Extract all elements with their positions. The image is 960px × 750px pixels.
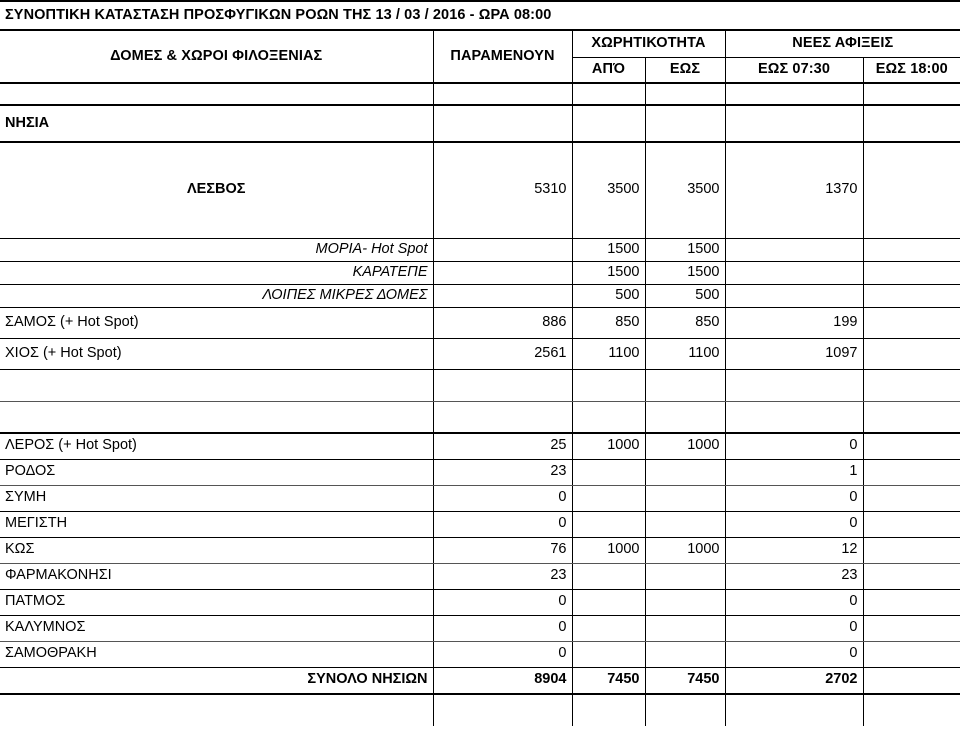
row-capfrom-kos: 1000 <box>572 537 645 563</box>
table-row <box>0 563 960 589</box>
empty-cell-remaining-2 <box>433 401 572 433</box>
row-label-patmos: ΠΑΤΜΟΣ <box>0 589 433 615</box>
empty-cell-arr0730-2 <box>725 401 863 433</box>
row-label-samos: ΣΑΜΟΣ (+ Hot Spot) <box>0 307 433 338</box>
row-arr1800-samos <box>863 307 960 338</box>
row-label-symi: ΣΥΜΗ <box>0 485 433 511</box>
region-capfrom <box>572 105 645 142</box>
row-arr1800-moria <box>863 238 960 261</box>
row-capfrom-other-small: 500 <box>572 284 645 307</box>
empty-row <box>0 401 960 433</box>
row-remaining-kalymnos: 0 <box>433 615 572 641</box>
total-capto: 7450 <box>645 667 725 694</box>
header-arrivals-1800: ΕΩΣ 18:00 <box>863 57 960 83</box>
row-remaining-rhodes: 23 <box>433 459 572 485</box>
tail-cell-capto <box>645 694 725 726</box>
table-row <box>0 459 960 485</box>
tail-cell-arr1800 <box>863 694 960 726</box>
total-remaining: 8904 <box>433 667 572 694</box>
row-label-kos: ΚΩΣ <box>0 537 433 563</box>
row-arr1800-samothraki <box>863 641 960 667</box>
row-label-rhodes: ΡΟΔΟΣ <box>0 459 433 485</box>
tail-cell-capfrom <box>572 694 645 726</box>
row-remaining-samos: 886 <box>433 307 572 338</box>
row-label-megisti: ΜΕΓΙΣΤΗ <box>0 511 433 537</box>
row-label-leros: ΛΕΡΟΣ (+ Hot Spot) <box>0 433 433 459</box>
spacer-cell-facility <box>0 83 433 105</box>
row-capfrom-samothraki <box>572 641 645 667</box>
row-arr0730-samos: 199 <box>725 307 863 338</box>
row-remaining-farmakonisi: 23 <box>433 563 572 589</box>
spacer-cell-arr1800 <box>863 83 960 105</box>
row-remaining-kos: 76 <box>433 537 572 563</box>
region-arr1800 <box>863 105 960 142</box>
table-row <box>0 238 960 261</box>
row-label-samothraki: ΣΑΜΟΘΡΑΚΗ <box>0 641 433 667</box>
row-remaining-samothraki: 0 <box>433 641 572 667</box>
row-label-farmakonisi: ΦΑΡΜΑΚΟΝΗΣΙ <box>0 563 433 589</box>
spacer-row <box>0 83 960 105</box>
row-arr0730-lesvos: 1370 <box>725 142 863 238</box>
page-title: ΣΥΝΟΠΤΙΚΗ ΚΑΤΑΣΤΑΣΗ ΠΡΟΣΦΥΓΙΚΩΝ ΡΟΩΝ ΤΗΣ 13 / 03 / 2016 - ΩΡΑ 08:00 <box>0 1 960 30</box>
table-row <box>0 307 960 338</box>
region-remaining <box>433 105 572 142</box>
empty-row <box>0 369 960 401</box>
row-capto-farmakonisi <box>645 563 725 589</box>
empty-cell-facility-1 <box>0 369 433 401</box>
row-capto-other-small: 500 <box>645 284 725 307</box>
row-capfrom-samos: 850 <box>572 307 645 338</box>
row-arr1800-megisti <box>863 511 960 537</box>
row-capfrom-megisti <box>572 511 645 537</box>
spacer-cell-remaining <box>433 83 572 105</box>
empty-cell-arr0730-1 <box>725 369 863 401</box>
spacer-cell-capfrom <box>572 83 645 105</box>
table-row <box>0 641 960 667</box>
row-remaining-patmos: 0 <box>433 589 572 615</box>
region-row-islands <box>0 105 960 142</box>
row-arr1800-leros <box>863 433 960 459</box>
total-capfrom: 7450 <box>572 667 645 694</box>
row-arr0730-kos: 12 <box>725 537 863 563</box>
row-arr0730-moria <box>725 238 863 261</box>
row-label-kalymnos: ΚΑΛΥΜΝΟΣ <box>0 615 433 641</box>
row-arr1800-karatepe <box>863 261 960 284</box>
row-arr1800-chios <box>863 338 960 369</box>
table-title-row <box>0 1 960 30</box>
row-arr0730-symi: 0 <box>725 485 863 511</box>
row-arr1800-farmakonisi <box>863 563 960 589</box>
row-capto-lesvos: 3500 <box>645 142 725 238</box>
row-arr1800-kos <box>863 537 960 563</box>
row-capto-moria: 1500 <box>645 238 725 261</box>
table-row <box>0 589 960 615</box>
row-arr1800-other-small <box>863 284 960 307</box>
row-capfrom-chios: 1100 <box>572 338 645 369</box>
row-capto-kalymnos <box>645 615 725 641</box>
row-arr0730-kalymnos: 0 <box>725 615 863 641</box>
row-arr0730-farmakonisi: 23 <box>725 563 863 589</box>
row-label-chios: ΧΙΟΣ (+ Hot Spot) <box>0 338 433 369</box>
header-row-top <box>0 30 960 57</box>
region-label: ΝΗΣΙΑ <box>0 105 433 142</box>
row-arr1800-kalymnos <box>863 615 960 641</box>
row-capto-samothraki <box>645 641 725 667</box>
empty-cell-remaining-1 <box>433 369 572 401</box>
spacer-cell-capto <box>645 83 725 105</box>
row-arr1800-rhodes <box>863 459 960 485</box>
header-capacity-from: ΑΠΌ <box>572 57 645 83</box>
header-arrivals-0730: ΕΩΣ 07:30 <box>725 57 863 83</box>
empty-cell-capto-2 <box>645 401 725 433</box>
row-remaining-chios: 2561 <box>433 338 572 369</box>
tail-cell-arr0730 <box>725 694 863 726</box>
header-facilities: ΔΟΜΕΣ & ΧΩΡΟΙ ΦΙΛΟΞΕΝΙΑΣ <box>0 30 433 83</box>
row-capfrom-kalymnos <box>572 615 645 641</box>
tail-cell-facility <box>0 694 433 726</box>
region-capto <box>645 105 725 142</box>
table-row <box>0 261 960 284</box>
row-capfrom-lesvos: 3500 <box>572 142 645 238</box>
header-capacity: ΧΩΡΗΤΙΚΟΤΗΤΑ <box>572 30 725 57</box>
row-capto-karatepe: 1500 <box>645 261 725 284</box>
row-remaining-megisti: 0 <box>433 511 572 537</box>
row-capto-samos: 850 <box>645 307 725 338</box>
empty-cell-capfrom-1 <box>572 369 645 401</box>
row-capto-symi <box>645 485 725 511</box>
row-capfrom-leros: 1000 <box>572 433 645 459</box>
row-capto-rhodes <box>645 459 725 485</box>
row-capfrom-rhodes <box>572 459 645 485</box>
row-remaining-lesvos: 5310 <box>433 142 572 238</box>
table-row <box>0 485 960 511</box>
table-row <box>0 511 960 537</box>
row-capfrom-karatepe: 1500 <box>572 261 645 284</box>
tail-cell-remaining <box>433 694 572 726</box>
empty-cell-arr1800-2 <box>863 401 960 433</box>
row-capfrom-moria: 1500 <box>572 238 645 261</box>
row-remaining-moria <box>433 238 572 261</box>
row-label-other-small: ΛΟΙΠΕΣ ΜΙΚΡΕΣ ΔΟΜΕΣ <box>0 284 433 307</box>
row-label-moria: ΜΟΡΙΑ- Hot Spot <box>0 238 433 261</box>
table-row <box>0 142 960 238</box>
row-capfrom-patmos <box>572 589 645 615</box>
row-arr0730-karatepe <box>725 261 863 284</box>
table-row <box>0 537 960 563</box>
row-arr0730-chios: 1097 <box>725 338 863 369</box>
row-capto-megisti <box>645 511 725 537</box>
row-arr0730-megisti: 0 <box>725 511 863 537</box>
row-arr1800-patmos <box>863 589 960 615</box>
header-capacity-to: ΕΩΣ <box>645 57 725 83</box>
row-capto-kos: 1000 <box>645 537 725 563</box>
row-label-lesvos: ΛΕΣΒΟΣ <box>0 142 433 238</box>
region-arr0730 <box>725 105 863 142</box>
row-capto-leros: 1000 <box>645 433 725 459</box>
row-arr1800-symi <box>863 485 960 511</box>
row-capfrom-symi <box>572 485 645 511</box>
table-row <box>0 615 960 641</box>
row-remaining-karatepe <box>433 261 572 284</box>
row-remaining-symi: 0 <box>433 485 572 511</box>
row-arr1800-lesvos <box>863 142 960 238</box>
row-capfrom-farmakonisi <box>572 563 645 589</box>
row-arr0730-leros: 0 <box>725 433 863 459</box>
table-row <box>0 284 960 307</box>
row-label-karatepe: ΚΑΡΑΤΕΠΕ <box>0 261 433 284</box>
total-arr0730: 2702 <box>725 667 863 694</box>
row-arr0730-samothraki: 0 <box>725 641 863 667</box>
trailing-empty-row <box>0 694 960 726</box>
empty-cell-capfrom-2 <box>572 401 645 433</box>
empty-cell-capto-1 <box>645 369 725 401</box>
row-capto-patmos <box>645 589 725 615</box>
spacer-cell-arr0730 <box>725 83 863 105</box>
header-remaining: ΠΑΡΑΜΕΝΟΥΝ <box>433 30 572 83</box>
row-arr0730-other-small <box>725 284 863 307</box>
total-arr1800 <box>863 667 960 694</box>
row-arr0730-rhodes: 1 <box>725 459 863 485</box>
row-arr0730-patmos: 0 <box>725 589 863 615</box>
table-row <box>0 338 960 369</box>
row-remaining-leros: 25 <box>433 433 572 459</box>
total-row <box>0 667 960 694</box>
empty-cell-facility-2 <box>0 401 433 433</box>
table-row <box>0 433 960 459</box>
row-capto-chios: 1100 <box>645 338 725 369</box>
empty-cell-arr1800-1 <box>863 369 960 401</box>
header-new-arrivals: ΝΕΕΣ ΑΦΙΞΕΙΣ <box>725 30 960 57</box>
row-remaining-other-small <box>433 284 572 307</box>
total-label: ΣΥΝΟΛΟ ΝΗΣΙΩΝ <box>0 667 433 694</box>
